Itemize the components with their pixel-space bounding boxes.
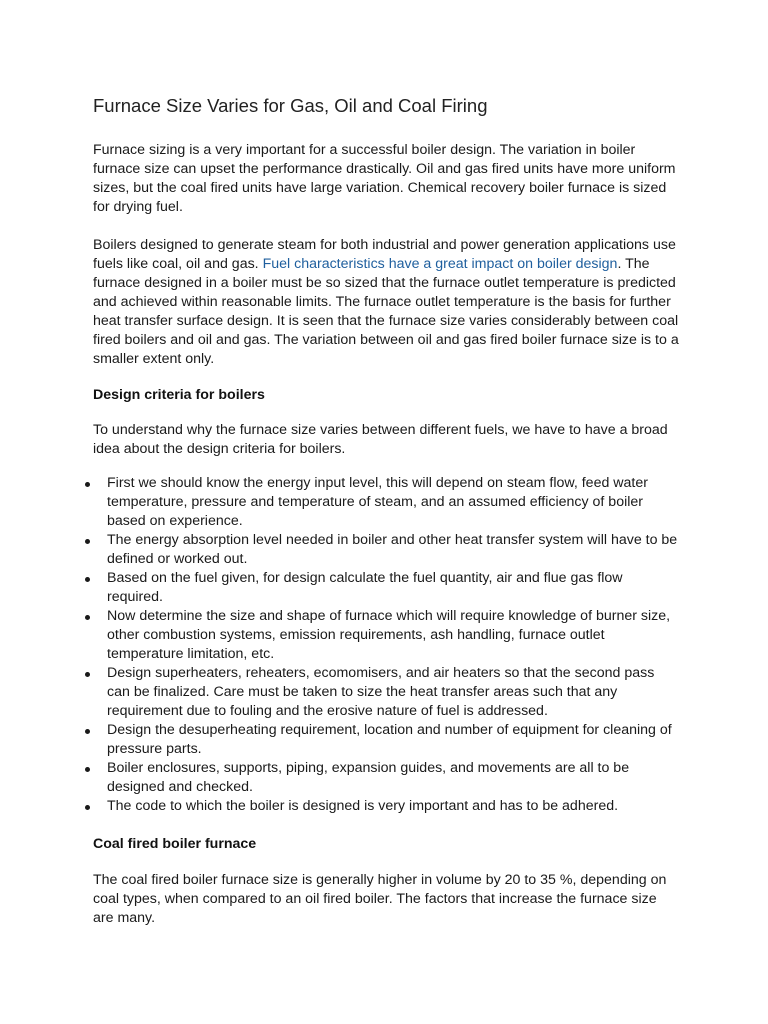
list-item-line: can be finalized. Care must be taken to size the heat transfer areas such that any: [107, 684, 618, 700]
paragraph-line: coal types, when compared to an oil fired boiler. The factors that increase the furnace size: [93, 891, 657, 907]
paragraph-line: furnace designed in a boiler must be so sized that the furnace outlet temperature is predicted: [93, 275, 676, 291]
list-item-line: requirement due to fouling and the erosive nature of fuel is addressed.: [107, 703, 548, 719]
fuel-characteristics-link[interactable]: Fuel characteristics have a great impact on boiler design: [262, 256, 618, 272]
list-item: [0, 569, 768, 607]
bullet-icon: [85, 539, 90, 544]
intro-line: furnace size can upset the performance drastically. Oil and gas fired units have more uniform: [93, 161, 676, 177]
paragraph-line: The coal fired boiler furnace size is generally higher in volume by 20 to 35 %, depending on: [93, 872, 667, 888]
list-item-line: based on experience.: [107, 513, 243, 529]
list-item: [0, 607, 768, 664]
coal-paragraph: [93, 871, 693, 928]
bullet-icon: [85, 767, 90, 772]
intro-paragraph: [93, 141, 693, 217]
boilers-paragraph: [93, 236, 693, 369]
paragraph-text: fuels like coal, oil and gas.: [93, 256, 263, 272]
list-item-line: Now determine the size and shape of furnace which will require knowledge of burner size,: [107, 608, 671, 624]
list-item: [0, 797, 768, 816]
paragraph-line: idea about the design criteria for boilers.: [93, 441, 346, 457]
paragraph-line: fired boilers and oil and gas. The variation between oil and gas fired boiler furnace size is to a: [93, 332, 679, 348]
paragraph-line: are many.: [93, 910, 156, 926]
list-item-line: pressure parts.: [107, 741, 202, 757]
bullet-icon: [85, 805, 90, 810]
paragraph-line: and achieved within reasonable limits. The furnace outlet temperature is the basis for further: [93, 294, 671, 310]
list-item-line: designed and checked.: [107, 779, 253, 795]
paragraph-line: smaller extent only.: [93, 351, 215, 367]
list-item: [0, 474, 768, 531]
intro-line: Furnace sizing is a very important for a successful boiler design. The variation in boiler: [93, 142, 636, 158]
list-item: [0, 759, 768, 797]
list-item-line: The code to which the boiler is designed is very important and has to be adhered.: [107, 798, 619, 814]
bullet-icon: [85, 482, 90, 487]
paragraph-text: . The: [617, 256, 650, 272]
document-title: Furnace Size Varies for Gas, Oil and Coal Firing: [93, 95, 488, 116]
list-item-line: defined or worked out.: [107, 551, 248, 567]
list-item-line: temperature limitation, etc.: [107, 646, 275, 662]
coal-fired-heading: Coal fired boiler furnace: [93, 836, 257, 852]
design-intro-paragraph: [93, 421, 693, 459]
list-item-line: First we should know the energy input level, this will depend on steam flow, feed water: [107, 475, 648, 491]
design-criteria-heading: Design criteria for boilers: [93, 387, 265, 403]
paragraph-line: heat transfer surface design. It is seen that the furnace size varies considerably between coal: [93, 313, 679, 329]
list-item-line: required.: [107, 589, 163, 605]
list-item: [0, 531, 768, 569]
list-item-line: Based on the fuel given, for design calculate the fuel quantity, air and flue gas flow: [107, 570, 623, 586]
bullet-icon: [85, 615, 90, 620]
bullet-icon: [85, 672, 90, 677]
list-item-line: temperature, pressure and temperature of steam, and an assumed efficiency of boiler: [107, 494, 644, 510]
paragraph-line-with-link: [93, 255, 693, 274]
intro-line: for drying fuel.: [93, 199, 183, 215]
list-item-line: Boiler enclosures, supports, piping, expansion guides, and movements are all to be: [107, 760, 630, 776]
design-criteria-list: [0, 474, 768, 816]
list-item-line: other combustion systems, emission requirements, ash handling, furnace outlet: [107, 627, 605, 643]
paragraph-line: To understand why the furnace size varies between different fuels, we have to have a broad: [93, 422, 668, 438]
paragraph-line: Boilers designed to generate steam for both industrial and power generation applications use: [93, 237, 676, 253]
list-item-line: Design the desuperheating requirement, location and number of equipment for cleaning of: [107, 722, 672, 738]
bullet-icon: [85, 577, 90, 582]
bullet-icon: [85, 729, 90, 734]
list-item: [0, 664, 768, 721]
list-item: [0, 721, 768, 759]
list-item-line: Design superheaters, reheaters, ecomomisers, and air heaters so that the second pass: [107, 665, 655, 681]
intro-line: sizes, but the coal fired units have large variation. Chemical recovery boiler furnace is sized: [93, 180, 667, 196]
list-item-line: The energy absorption level needed in boiler and other heat transfer system will have to be: [107, 532, 678, 548]
